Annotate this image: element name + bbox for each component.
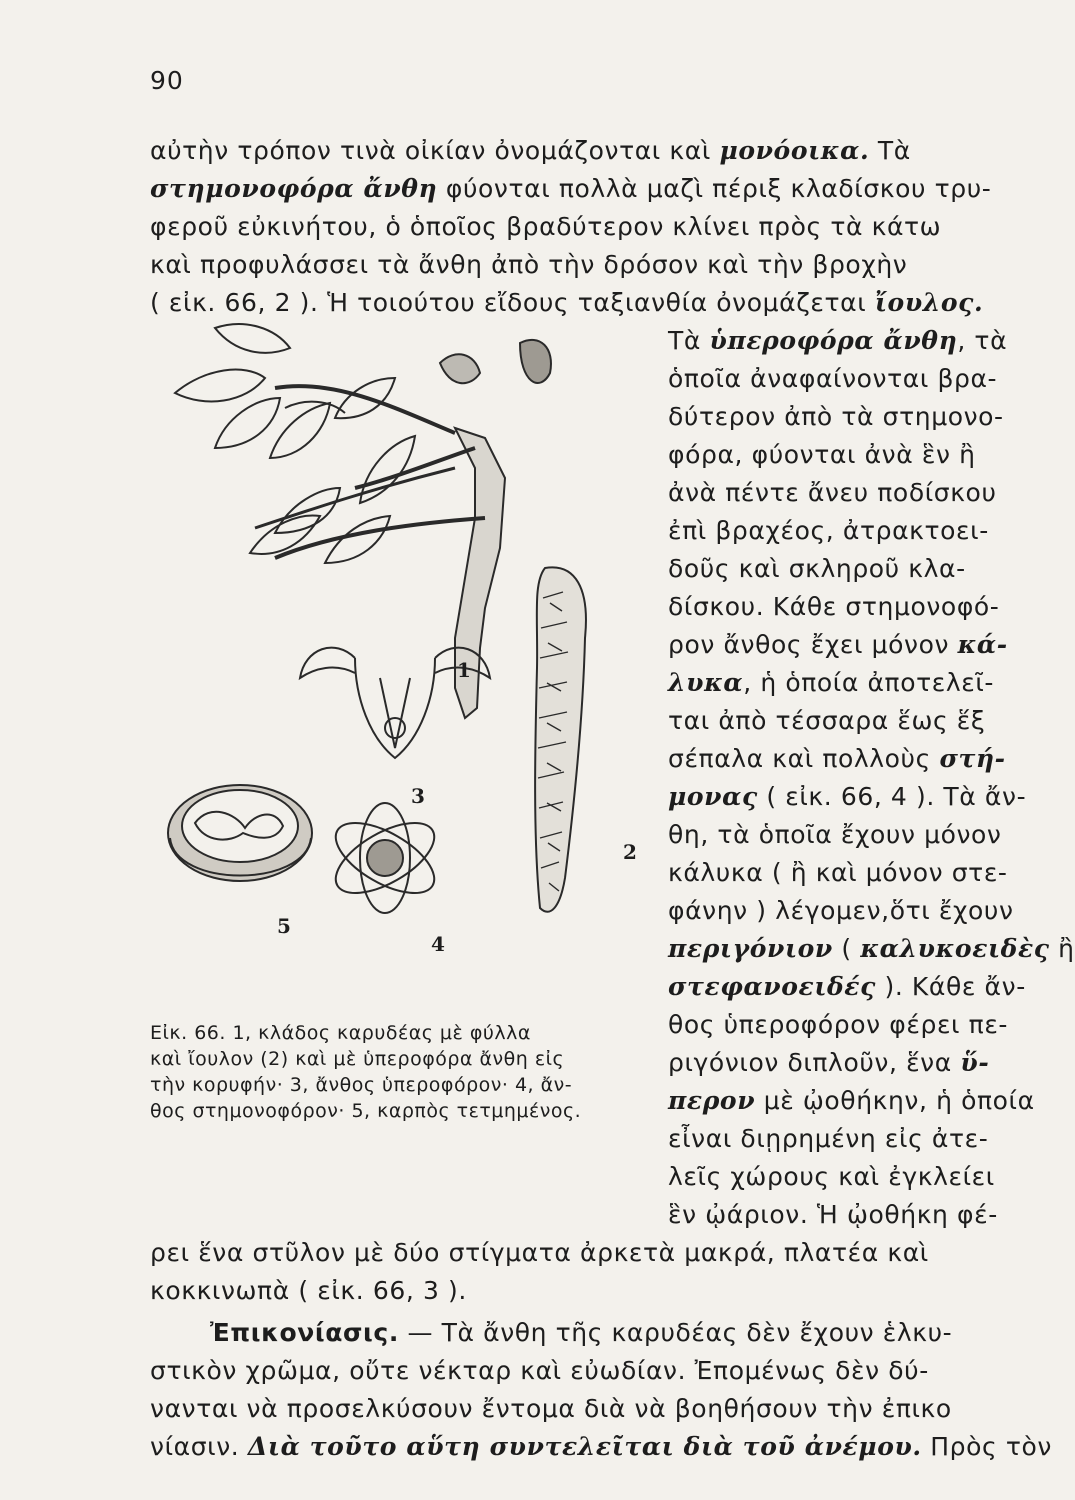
text-line (668, 934, 1075, 963)
text-span: ριγόνιον διπλοῦν, ἕνα (668, 1048, 961, 1077)
text-span: νίασιν. (150, 1432, 248, 1461)
text-span: , τὰ (957, 326, 1008, 355)
text-line: δίσκου. Κάθε στημονοφό- (668, 592, 1000, 621)
text-line: θη, τὰ ὁποῖα ἔχουν μόνον (668, 820, 1002, 849)
text-span: ρον ἄνθος ἔχει μόνον (668, 630, 958, 659)
text-line (150, 174, 991, 203)
text-line: φάνην ) λέγομεν,ὅτι ἔχουν (668, 896, 1014, 925)
text-line: κάλυκα ( ἢ καὶ μόνον στε- (668, 858, 1008, 887)
term-italic: στή- (939, 744, 1006, 773)
ovary-section (355, 658, 435, 758)
ovule (385, 718, 405, 738)
text-span: μὲ ᾠοθήκην, ἡ ὁποία (755, 1086, 1035, 1115)
text-span: φύονται πολλὰ μαζὶ πέριξ κλαδίσκου τρυ- (437, 174, 992, 203)
text-span: — Τὰ ἄνθη τῆς καρυδέας δὲν ἔχουν ἑλκυ- (398, 1318, 953, 1347)
text-span: ἢ (1049, 934, 1075, 963)
figure-caption-line: θος στημονοφόρον· 5, καρπὸς τετμημένος. (150, 1100, 582, 1122)
figure-label: 2 (623, 840, 637, 864)
term-italic: στημονοφόρα ἄνθη (150, 174, 438, 203)
figure-label: 1 (457, 658, 471, 682)
text-line: ἀνὰ πέντε ἄνευ ποδίσκου (668, 478, 997, 507)
leaf (175, 370, 265, 402)
text-line (668, 1086, 1035, 1115)
text-line: εἶναι διῃρημένη εἰς ἀτε- (668, 1124, 989, 1153)
term-italic: περον (668, 1086, 756, 1115)
text-line (668, 1048, 989, 1077)
walnut-illustration (155, 318, 655, 978)
text-line: ὁποῖα ἀναφαίνονται βρα- (668, 364, 998, 393)
text-line: νανται νὰ προσελκύσουν ἔντομα διὰ νὰ βοηθήσουν τὴν ἐπικο (150, 1394, 952, 1423)
text-span: Τὰ (668, 326, 710, 355)
leaf (215, 324, 290, 353)
term-italic: κά- (957, 630, 1008, 659)
term-italic: Διὰ τοῦτο αὕτη συντελεῖται διὰ τοῦ ἀνέμου. (247, 1432, 922, 1461)
cut-fruit (168, 785, 312, 881)
figure-label: 3 (411, 784, 425, 808)
text-line (210, 1318, 952, 1347)
figure-label: 4 (431, 932, 445, 956)
text-span: ). Κάθε ἄν- (875, 972, 1026, 1001)
text-line: θος ὑπεροφόρον φέρει πε- (668, 1010, 1009, 1039)
text-span: σέπαλα καὶ πολλοὺς (668, 744, 940, 773)
figure-label: 5 (277, 914, 291, 938)
stigma (300, 648, 355, 678)
text-line (668, 744, 1006, 773)
term-italic: μονας (668, 782, 758, 811)
term-italic: ἴουλος. (874, 288, 984, 317)
term-italic: μονόοικα. (719, 136, 870, 165)
term-italic: ὕ- (960, 1048, 990, 1077)
term-italic: καλυκοειδὲς (860, 934, 1050, 963)
page-number: 90 (150, 66, 184, 95)
text-line: καὶ προφυλάσσει τὰ ἄνθη ἀπὸ τὴν δρόσον καὶ τὴν βροχὴν (150, 250, 908, 279)
text-line: δοῦς καὶ σκληροῦ κλα- (668, 554, 966, 583)
text-line (668, 972, 1026, 1001)
text-span: Τὰ (869, 136, 911, 165)
text-span: , ἡ ὁποία ἀποτελεῖ- (743, 668, 995, 697)
figure-caption-line: τὴν κορυφήν· 3, ἄνθος ὑπεροφόρον· 4, ἄν- (150, 1074, 573, 1096)
text-line (150, 288, 983, 317)
text-line: κοκκινωπὰ ( εἰκ. 66, 3 ). (150, 1276, 467, 1305)
text-line: φόρα, φύονται ἀνὰ ἓν ἢ (668, 440, 976, 469)
walnut-figure (155, 318, 655, 978)
male-flower (325, 803, 445, 913)
branch (275, 386, 455, 433)
figure-caption-line: Εἰκ. 66. 1, κλάδος καρυδέας μὲ φύλλα (150, 1022, 531, 1044)
text-line: φεροῦ εὐκινήτου, ὁ ὁποῖος βραδύτερον κλίνει πρὸς τὰ κάτω (150, 212, 942, 241)
text-line: ἓν ᾠάριον. Ἡ ᾠοθήκη φέ- (668, 1200, 998, 1229)
text-line: ρει ἕνα στῦλον μὲ δύο στίγματα ἀρκετὰ μακρά, πλατέα καὶ (150, 1238, 929, 1267)
flower-cluster (440, 354, 480, 383)
text-line: στικὸν χρῶμα, οὔτε νέκταρ καὶ εὐωδίαν. Ἐπομένως δὲν δύ- (150, 1356, 929, 1385)
flower-cluster (520, 340, 551, 383)
text-line (150, 1432, 1052, 1461)
text-line (668, 668, 994, 697)
text-span: αὐτὴν τρόπον τινὰ οἰκίαν ὀνομάζονται καὶ (150, 136, 720, 165)
term-italic: λυκα (668, 668, 744, 697)
text-line: ται ἀπὸ τέσσαρα ἕως ἕξ (668, 706, 986, 735)
text-span: ( εἰκ. 66, 2 ). Ἡ τοιούτου εἴδους ταξιανθία ὀνομάζεται (150, 288, 875, 317)
text-line: λεῖς χώρους καὶ ἐγκλείει (668, 1162, 995, 1191)
leaf (270, 403, 330, 458)
term-italic: περιγόνιον (668, 934, 833, 963)
text-line (668, 782, 1026, 811)
text-span: Πρὸς τὸν (921, 1432, 1052, 1461)
text-line: ἐπὶ βραχέος, ἀτρακτοει- (668, 516, 989, 545)
catkin (535, 567, 586, 911)
text-line (150, 136, 911, 165)
leaf (250, 515, 320, 553)
text-line: δύτερον ἀπὸ τὰ στημονο- (668, 402, 1004, 431)
section-heading: Ἐπικονίασις. (210, 1318, 399, 1347)
leaf (215, 398, 280, 448)
text-span: ( εἰκ. 66, 4 ). Τὰ ἄν- (757, 782, 1027, 811)
text-line (668, 326, 1007, 355)
term-italic: ὑπεροφόρα ἄνθη (709, 326, 958, 355)
text-line (668, 630, 1008, 659)
figure-caption-line: καὶ ἴουλον (2) καὶ μὲ ὑπεροφόρα ἄνθη εἰς (150, 1048, 565, 1070)
term-italic: στεφανοειδές (668, 972, 876, 1001)
text-span: ( (832, 934, 861, 963)
